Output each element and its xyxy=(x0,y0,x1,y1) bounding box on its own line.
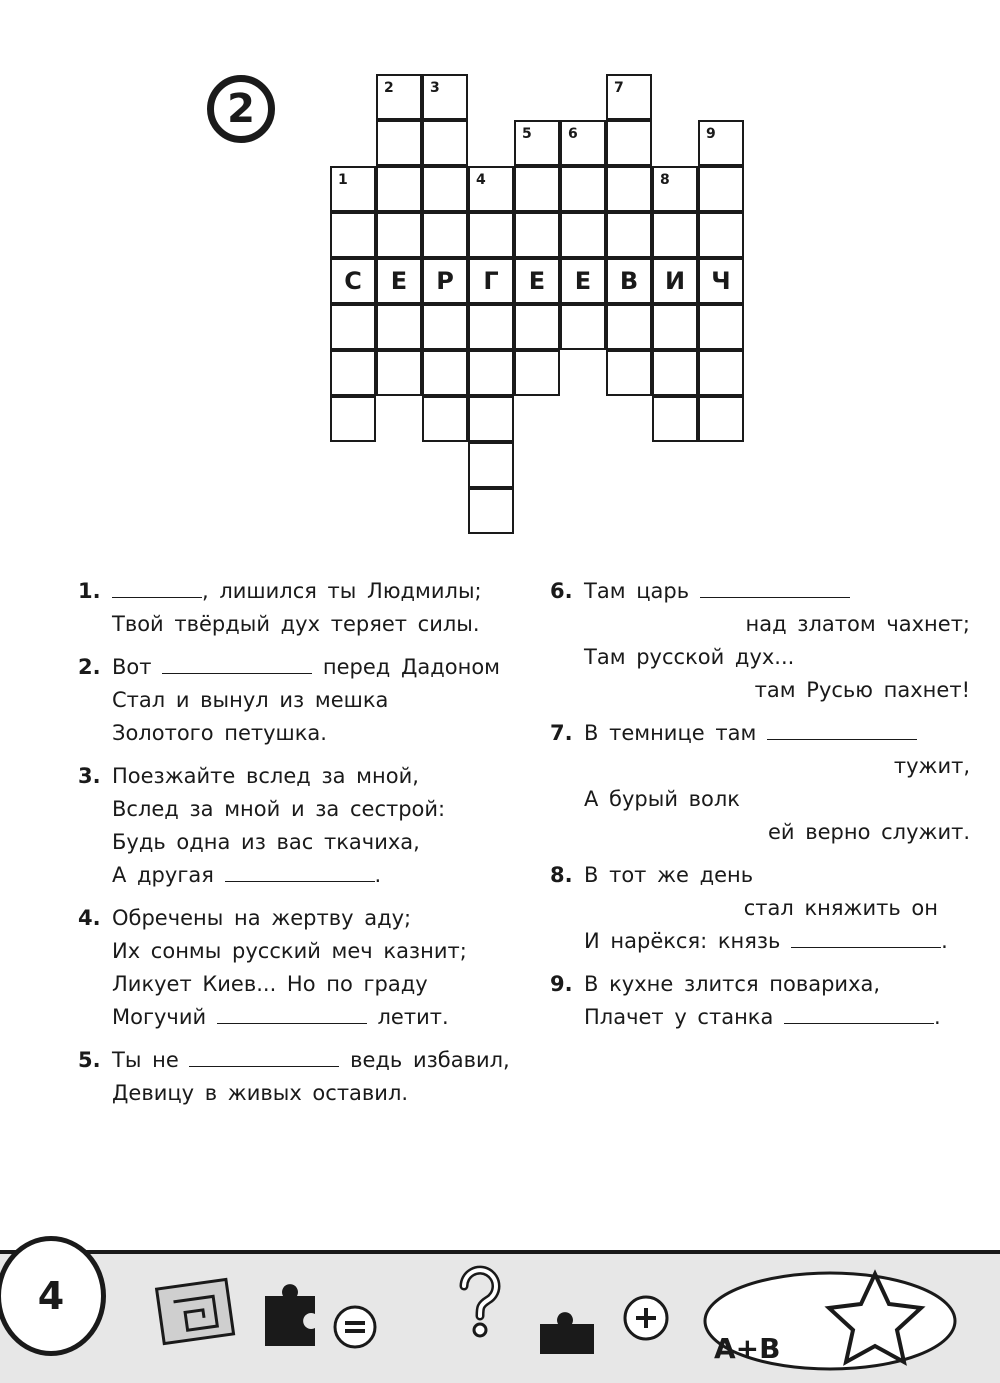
clue-text: Вслед за мной и за сестрой: xyxy=(112,797,446,821)
clue-line xyxy=(112,651,538,684)
crossword-cell[interactable] xyxy=(560,166,606,212)
crossword-cell[interactable] xyxy=(698,258,744,304)
task-number: 2 xyxy=(227,86,255,132)
clue-text: Девицу в живых оставил. xyxy=(112,1081,409,1105)
clue-line xyxy=(112,760,538,793)
clue-item-number: 2. xyxy=(78,655,101,679)
given-letter: С xyxy=(344,267,362,295)
clue-number: 6 xyxy=(568,126,578,142)
plus-icon xyxy=(620,1292,672,1344)
clue-item xyxy=(550,859,970,958)
crossword-cell[interactable] xyxy=(468,304,514,350)
clue-text: Будь одна из вас ткачиха, xyxy=(112,830,420,854)
clue-number: 2 xyxy=(384,80,394,96)
maze-icon xyxy=(150,1274,250,1354)
clue-line xyxy=(584,968,970,1001)
clue-line xyxy=(584,608,970,641)
clue-line xyxy=(112,684,538,717)
answer-blank[interactable] xyxy=(700,575,850,598)
clue-line xyxy=(584,674,970,707)
clue-text: над златом чахнет; xyxy=(745,612,970,636)
clue-item-number: 6. xyxy=(550,579,573,603)
answer-blank[interactable] xyxy=(767,717,917,740)
clue-number: 1 xyxy=(338,172,348,188)
clue-line xyxy=(584,783,970,816)
page-number-badge xyxy=(0,1236,106,1356)
clue-line xyxy=(584,1001,970,1034)
crossword-cell[interactable] xyxy=(560,258,606,304)
clue-item xyxy=(550,575,970,707)
clue-text: Могучий xyxy=(112,1005,217,1029)
crossword-cell[interactable] xyxy=(422,212,468,258)
crossword-cell[interactable] xyxy=(698,212,744,258)
crossword-cell[interactable] xyxy=(422,396,468,442)
crossword-cell[interactable] xyxy=(652,258,698,304)
clues-right-column xyxy=(550,575,970,1044)
clue-line xyxy=(112,1001,538,1034)
crossword-cell[interactable] xyxy=(514,350,560,396)
clue-text: Там царь xyxy=(584,579,700,603)
clue-line xyxy=(584,717,970,750)
clue-number: 4 xyxy=(476,172,486,188)
crossword-cell[interactable] xyxy=(698,166,744,212)
clue-number: 5 xyxy=(522,126,532,142)
crossword-cell[interactable] xyxy=(698,350,744,396)
answer-blank[interactable] xyxy=(162,651,312,674)
crossword-cell[interactable] xyxy=(652,304,698,350)
page-footer xyxy=(0,1250,1000,1383)
clue-text: Вот xyxy=(112,655,163,679)
clue-item xyxy=(78,1044,538,1110)
crossword-cell[interactable] xyxy=(376,304,422,350)
clue-text: ведь избавил, xyxy=(339,1048,510,1072)
clue-line xyxy=(584,816,970,849)
crossword-cell[interactable] xyxy=(514,258,560,304)
clue-text: ей верно служит. xyxy=(768,820,970,844)
crossword-cell[interactable] xyxy=(422,258,468,304)
crossword-cell[interactable] xyxy=(514,304,560,350)
clue-text: В кухне злится повариха, xyxy=(584,972,881,996)
clue-item-number: 9. xyxy=(550,972,573,996)
crossword-cell[interactable] xyxy=(606,74,652,120)
crossword-cell[interactable] xyxy=(652,396,698,442)
clue-line xyxy=(584,641,970,674)
svg-text:A+B: A+B xyxy=(714,1332,781,1365)
crossword-cell[interactable] xyxy=(330,350,376,396)
crossword-cell[interactable] xyxy=(376,120,422,166)
clue-item xyxy=(78,760,538,892)
clue-item-number: 5. xyxy=(78,1048,101,1072)
clue-line xyxy=(584,859,970,892)
clue-item-number: 1. xyxy=(78,579,101,603)
clue-text: Золотого петушка. xyxy=(112,721,327,745)
crossword-cell[interactable] xyxy=(376,258,422,304)
clue-text: Там русской дух... xyxy=(584,645,795,669)
clue-line xyxy=(112,575,538,608)
clue-line xyxy=(584,892,970,925)
crossword-cell[interactable] xyxy=(652,166,698,212)
question-mark-icon xyxy=(450,1262,510,1342)
answer-blank[interactable] xyxy=(784,1001,934,1024)
given-letter: Ч xyxy=(711,267,731,295)
clue-item xyxy=(78,902,538,1034)
crossword-cell[interactable] xyxy=(330,396,376,442)
clue-number: 7 xyxy=(614,80,624,96)
clue-text: перед Дадоном xyxy=(312,655,501,679)
clue-text: В темнице там xyxy=(584,721,767,745)
clue-text: . xyxy=(374,863,382,887)
crossword-cell[interactable] xyxy=(606,304,652,350)
clue-text: Обречены на жертву аду; xyxy=(112,906,412,930)
crossword-cell[interactable] xyxy=(376,166,422,212)
crossword-cell[interactable] xyxy=(606,258,652,304)
puzzle-piece-icon xyxy=(530,1294,610,1364)
crossword-cell[interactable] xyxy=(606,350,652,396)
crossword-cell[interactable] xyxy=(560,120,606,166)
clue-line xyxy=(112,826,538,859)
clue-item xyxy=(78,575,538,641)
clue-text: Их сонмы русский меч казнит; xyxy=(112,939,467,963)
crossword-cell[interactable] xyxy=(330,212,376,258)
clue-number: 9 xyxy=(706,126,716,142)
crossword-grid xyxy=(0,0,1000,560)
clue-line xyxy=(112,935,538,968)
crossword-cell[interactable] xyxy=(468,396,514,442)
clue-item xyxy=(550,968,970,1034)
clue-line xyxy=(584,925,970,958)
clue-line xyxy=(112,717,538,750)
crossword-cell[interactable] xyxy=(514,166,560,212)
clue-text: Твой твёрдый дух теряет силы. xyxy=(112,612,480,636)
clue-item-number: 3. xyxy=(78,764,101,788)
clue-line xyxy=(112,902,538,935)
clue-text: . xyxy=(934,1005,941,1029)
clue-line xyxy=(584,750,970,783)
crossword-cell[interactable] xyxy=(606,120,652,166)
clue-text: Стал и вынул из мешка xyxy=(112,688,389,712)
crossword-cell[interactable] xyxy=(698,396,744,442)
ab-ellipse xyxy=(700,1266,980,1376)
crossword-cell[interactable] xyxy=(376,350,422,396)
clue-item xyxy=(78,651,538,750)
answer-blank[interactable] xyxy=(112,575,202,598)
given-letter: Е xyxy=(574,267,592,295)
crossword-cell[interactable] xyxy=(698,304,744,350)
clue-text: А бурый волк xyxy=(584,787,740,811)
clue-text: Плачет у станка xyxy=(584,1005,785,1029)
crossword-cell[interactable] xyxy=(560,304,606,350)
given-letter: Е xyxy=(390,267,408,295)
clue-number: 3 xyxy=(430,80,440,96)
clue-text: Ликует Киев... Но по граду xyxy=(112,972,428,996)
given-letter: И xyxy=(664,267,686,295)
given-letter: Р xyxy=(436,267,454,295)
puzzle-piece-icon xyxy=(250,1276,330,1356)
crossword-cell[interactable] xyxy=(422,166,468,212)
clue-text: . xyxy=(941,929,948,953)
clue-text: там Русью пахнет! xyxy=(754,678,970,702)
clue-line xyxy=(112,1044,538,1077)
answer-blank[interactable] xyxy=(225,859,375,882)
equals-icon xyxy=(330,1302,380,1352)
crossword-cell[interactable] xyxy=(422,350,468,396)
crossword-cell[interactable] xyxy=(560,212,606,258)
clue-text: А другая xyxy=(112,863,225,887)
clue-line xyxy=(112,793,538,826)
clue-line xyxy=(112,968,538,1001)
answer-blank[interactable] xyxy=(189,1044,339,1067)
crossword-cell[interactable] xyxy=(330,304,376,350)
clue-line xyxy=(112,608,538,641)
clue-text: тужит, xyxy=(893,754,970,778)
clue-item xyxy=(550,717,970,849)
page-number: 4 xyxy=(37,1274,65,1318)
clue-item-number: 8. xyxy=(550,863,573,887)
given-letter: В xyxy=(619,267,639,295)
given-letter: Е xyxy=(528,267,546,295)
crossword-cell[interactable] xyxy=(330,166,376,212)
crossword-cell[interactable] xyxy=(606,166,652,212)
clue-text: В тот же день xyxy=(584,863,754,887)
clue-text: стал княжить он xyxy=(743,896,970,920)
crossword-cell[interactable] xyxy=(376,212,422,258)
clue-text: , лишился ты Людмилы; xyxy=(202,579,482,603)
clue-number: 8 xyxy=(660,172,670,188)
crossword-cell[interactable] xyxy=(422,304,468,350)
crossword-cell[interactable] xyxy=(330,258,376,304)
clue-line xyxy=(112,1077,538,1110)
crossword-cell[interactable] xyxy=(376,74,422,120)
given-letter: Г xyxy=(483,267,499,295)
clue-text: И нарёкся: князь xyxy=(584,929,792,953)
clue-text: Ты не xyxy=(112,1048,190,1072)
clue-item-number: 4. xyxy=(78,906,101,930)
crossword-cell[interactable] xyxy=(422,74,468,120)
crossword-cell[interactable] xyxy=(514,120,560,166)
crossword-cell[interactable] xyxy=(652,350,698,396)
crossword-cell[interactable] xyxy=(468,442,514,488)
crossword-cell[interactable] xyxy=(652,212,698,258)
clues-left-column xyxy=(78,575,538,1120)
crossword-cell[interactable] xyxy=(468,350,514,396)
clue-item-number: 7. xyxy=(550,721,573,745)
clue-line xyxy=(584,575,970,608)
crossword-cell[interactable] xyxy=(514,212,560,258)
crossword-cell[interactable] xyxy=(698,120,744,166)
clue-text: летит. xyxy=(366,1005,449,1029)
crossword-cell[interactable] xyxy=(606,212,652,258)
clue-text: Поезжайте вслед за мной, xyxy=(112,764,419,788)
crossword-cell[interactable] xyxy=(468,166,514,212)
crossword-cell[interactable] xyxy=(468,212,514,258)
clue-line xyxy=(112,859,538,892)
answer-blank[interactable] xyxy=(791,925,941,948)
crossword-cell[interactable] xyxy=(468,258,514,304)
crossword-cell[interactable] xyxy=(422,120,468,166)
answer-blank[interactable] xyxy=(217,1001,367,1024)
crossword-cell[interactable] xyxy=(468,488,514,534)
